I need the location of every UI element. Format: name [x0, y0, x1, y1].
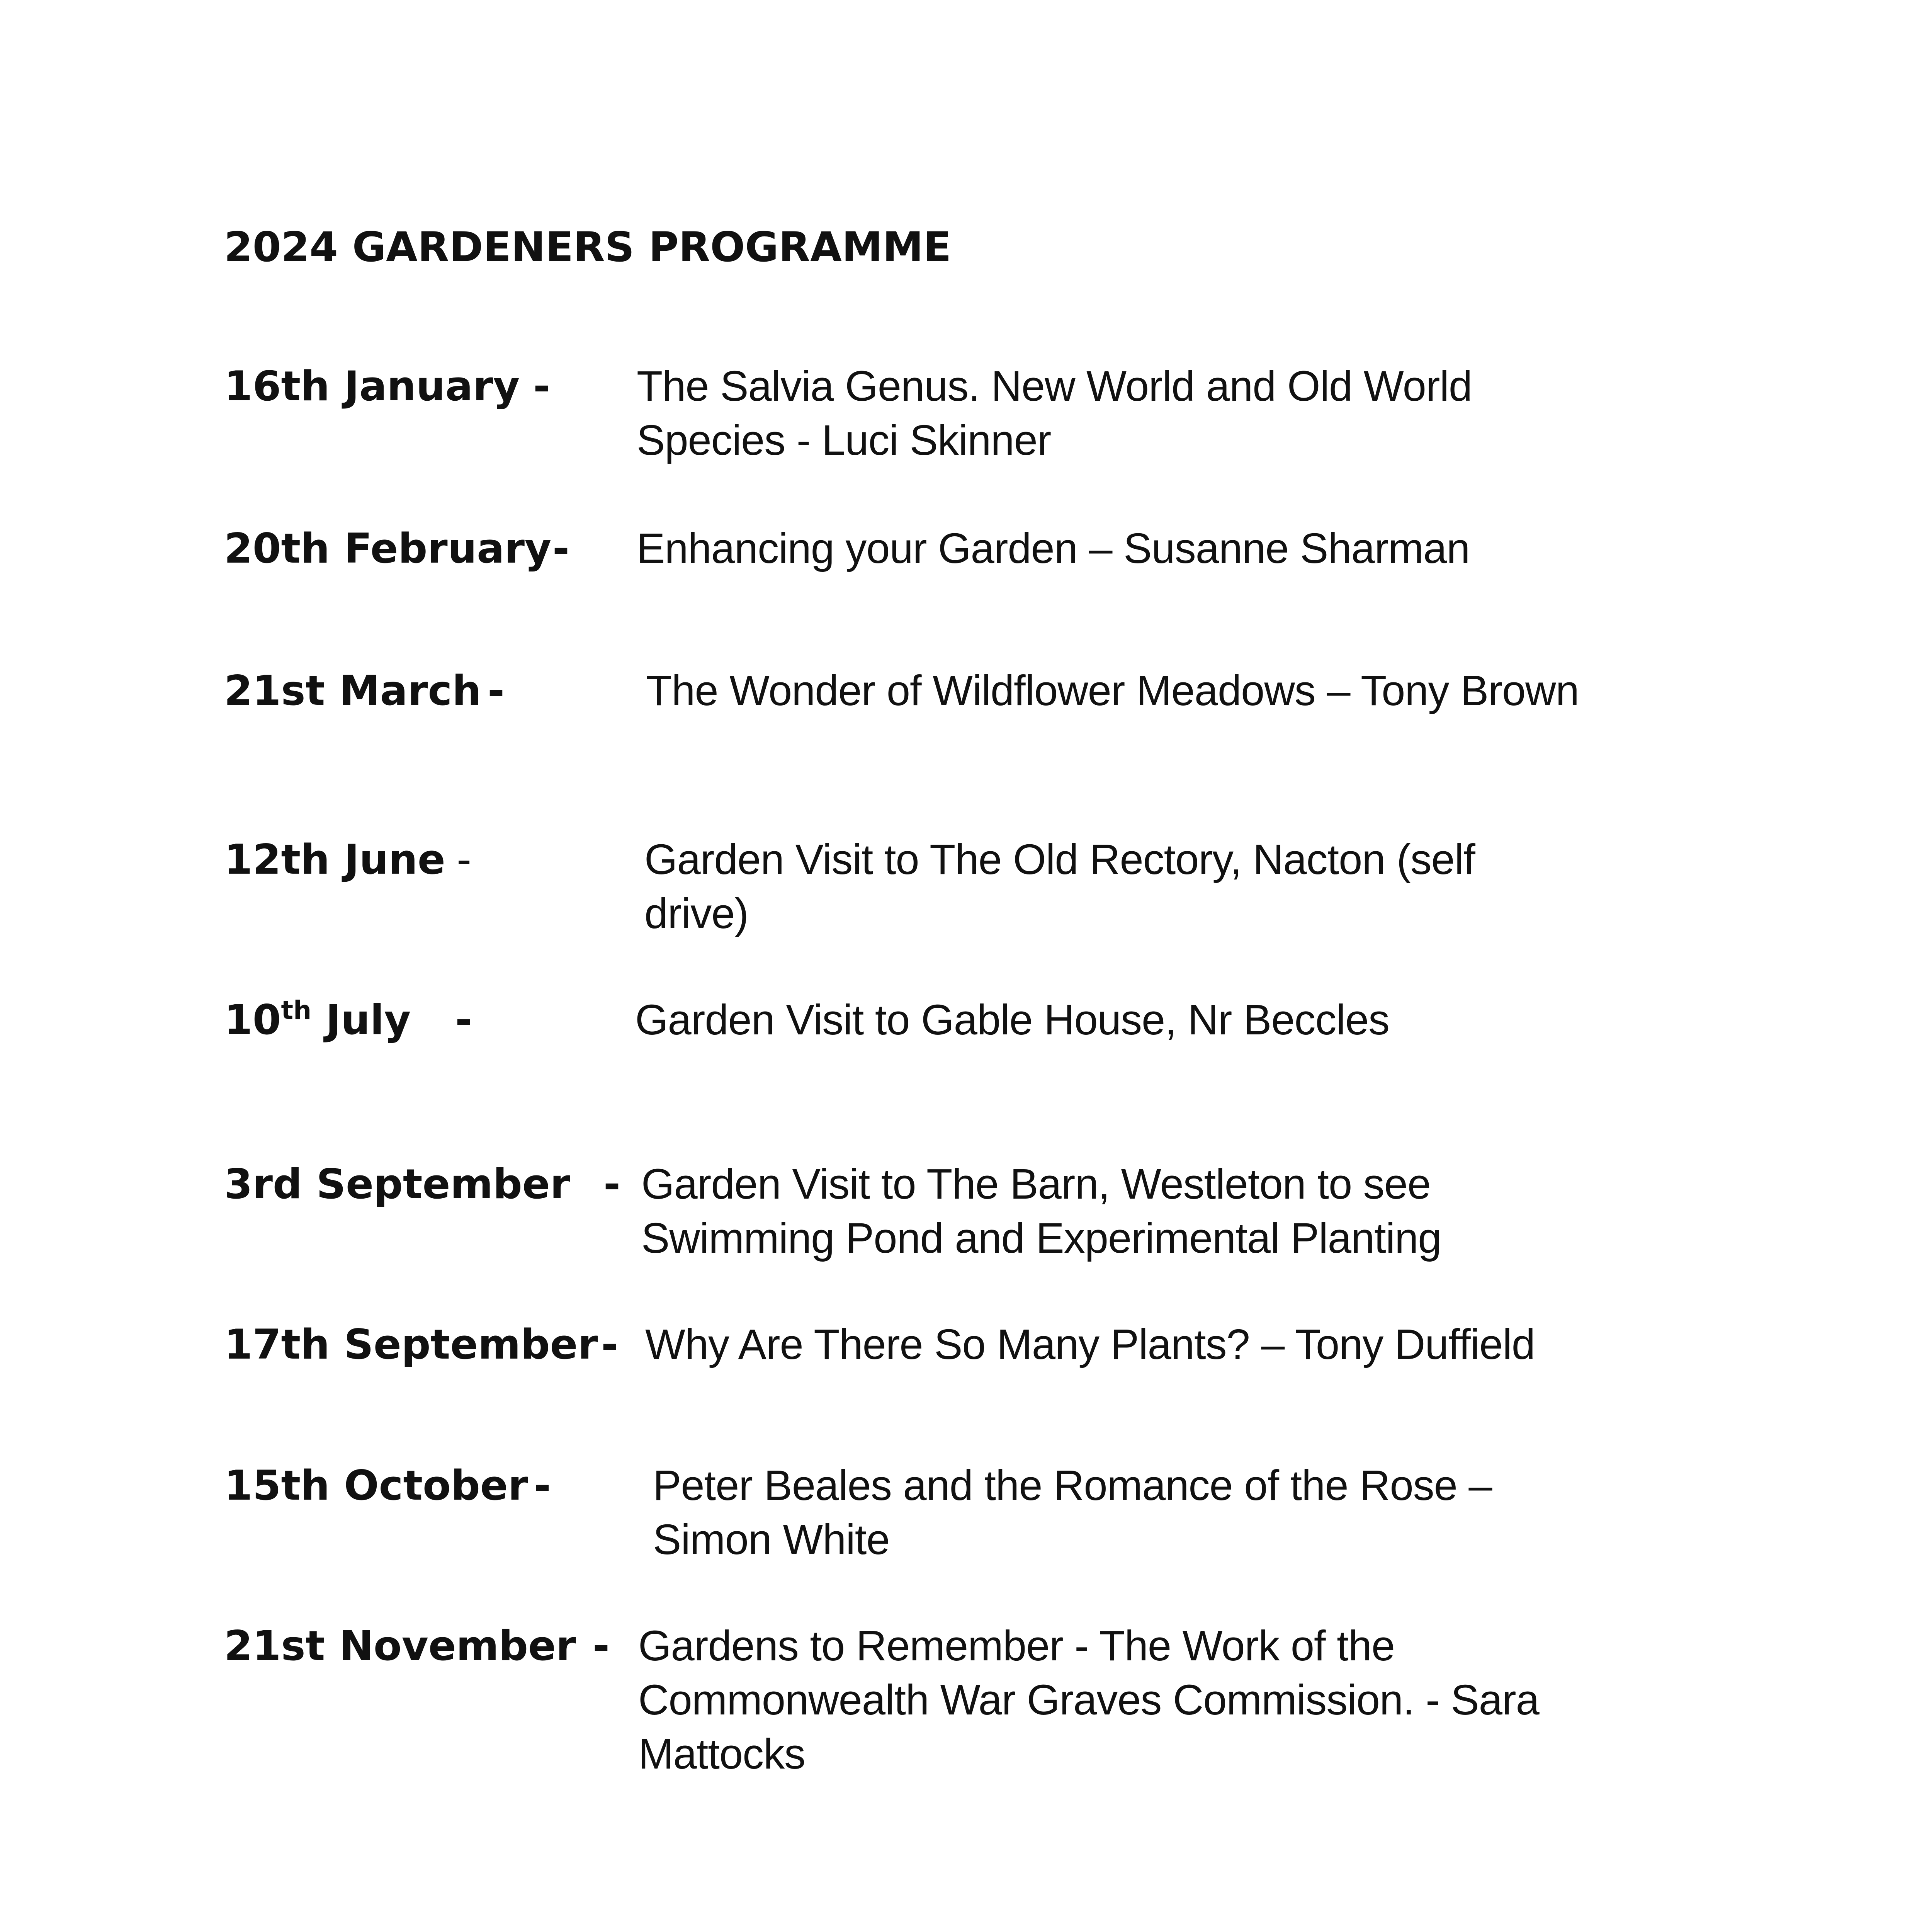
- event-description-line: Commonwealth War Graves Commission. - Sara: [638, 1676, 1539, 1724]
- event-description-line: Swimming Pond and Experimental Planting: [641, 1214, 1441, 1262]
- event-dash: -: [552, 525, 569, 572]
- event-description: [646, 664, 1579, 718]
- event-description: [637, 522, 1470, 576]
- event-dash: -: [488, 667, 505, 714]
- event-description-line: Gardens to Remember - The Work of the: [638, 1622, 1395, 1670]
- event-description-line: drive): [644, 890, 749, 937]
- event-description: [637, 359, 1472, 468]
- event-description-line: Garden Visit to The Barn, Westleton to see: [641, 1160, 1431, 1208]
- event-description: [641, 1157, 1441, 1265]
- event-date: [224, 993, 411, 1047]
- event-dash: -: [455, 996, 472, 1044]
- event-description-line: Enhancing your Garden – Susanne Sharman: [637, 525, 1470, 572]
- event-description: [638, 1619, 1539, 1781]
- event-dash: -: [534, 1462, 551, 1509]
- event-description: [644, 833, 1475, 941]
- event-date: 20th February: [224, 525, 552, 572]
- page-title: 2024 GARDENERS PROGRAMME: [224, 223, 952, 271]
- event-description-line: Peter Beales and the Romance of the Rose –: [653, 1462, 1492, 1509]
- event-description-line: Garden Visit to Gable House, Nr Beccles: [635, 996, 1390, 1044]
- event-date: 12th June: [224, 836, 445, 883]
- event-date: 16th January: [224, 362, 520, 410]
- event-date: 3rd September: [224, 1160, 570, 1208]
- event-description-line: The Wonder of Wildflower Meadows – Tony Brown: [646, 667, 1579, 714]
- event-dash: -: [533, 362, 550, 410]
- event-dash: -: [457, 836, 472, 883]
- event-description-line: Species - Luci Skinner: [637, 417, 1051, 464]
- event-description-line: Simon White: [653, 1516, 890, 1563]
- event-date: 15th October: [224, 1462, 529, 1509]
- event-description: [645, 1318, 1535, 1372]
- event-description: [635, 993, 1389, 1047]
- event-dash: -: [593, 1622, 610, 1670]
- event-date: 21st March: [224, 667, 481, 714]
- event-description-line: Why Are There So Many Plants? – Tony Duffield: [645, 1321, 1535, 1368]
- event-dash: -: [601, 1321, 618, 1368]
- event-date: 17th September: [224, 1321, 598, 1368]
- event-description-line: The Salvia Genus. New World and Old World: [637, 362, 1472, 410]
- event-date-number: 10: [224, 996, 281, 1044]
- event-date-month: July: [311, 996, 411, 1044]
- event-description-line: Garden Visit to The Old Rectory, Nacton (self: [644, 836, 1475, 883]
- event-date-suffix: th: [281, 995, 312, 1025]
- event-description: [653, 1459, 1492, 1567]
- event-description-line: Mattocks: [638, 1730, 806, 1778]
- event-dash: -: [603, 1160, 620, 1208]
- event-date: 21st November: [224, 1622, 576, 1670]
